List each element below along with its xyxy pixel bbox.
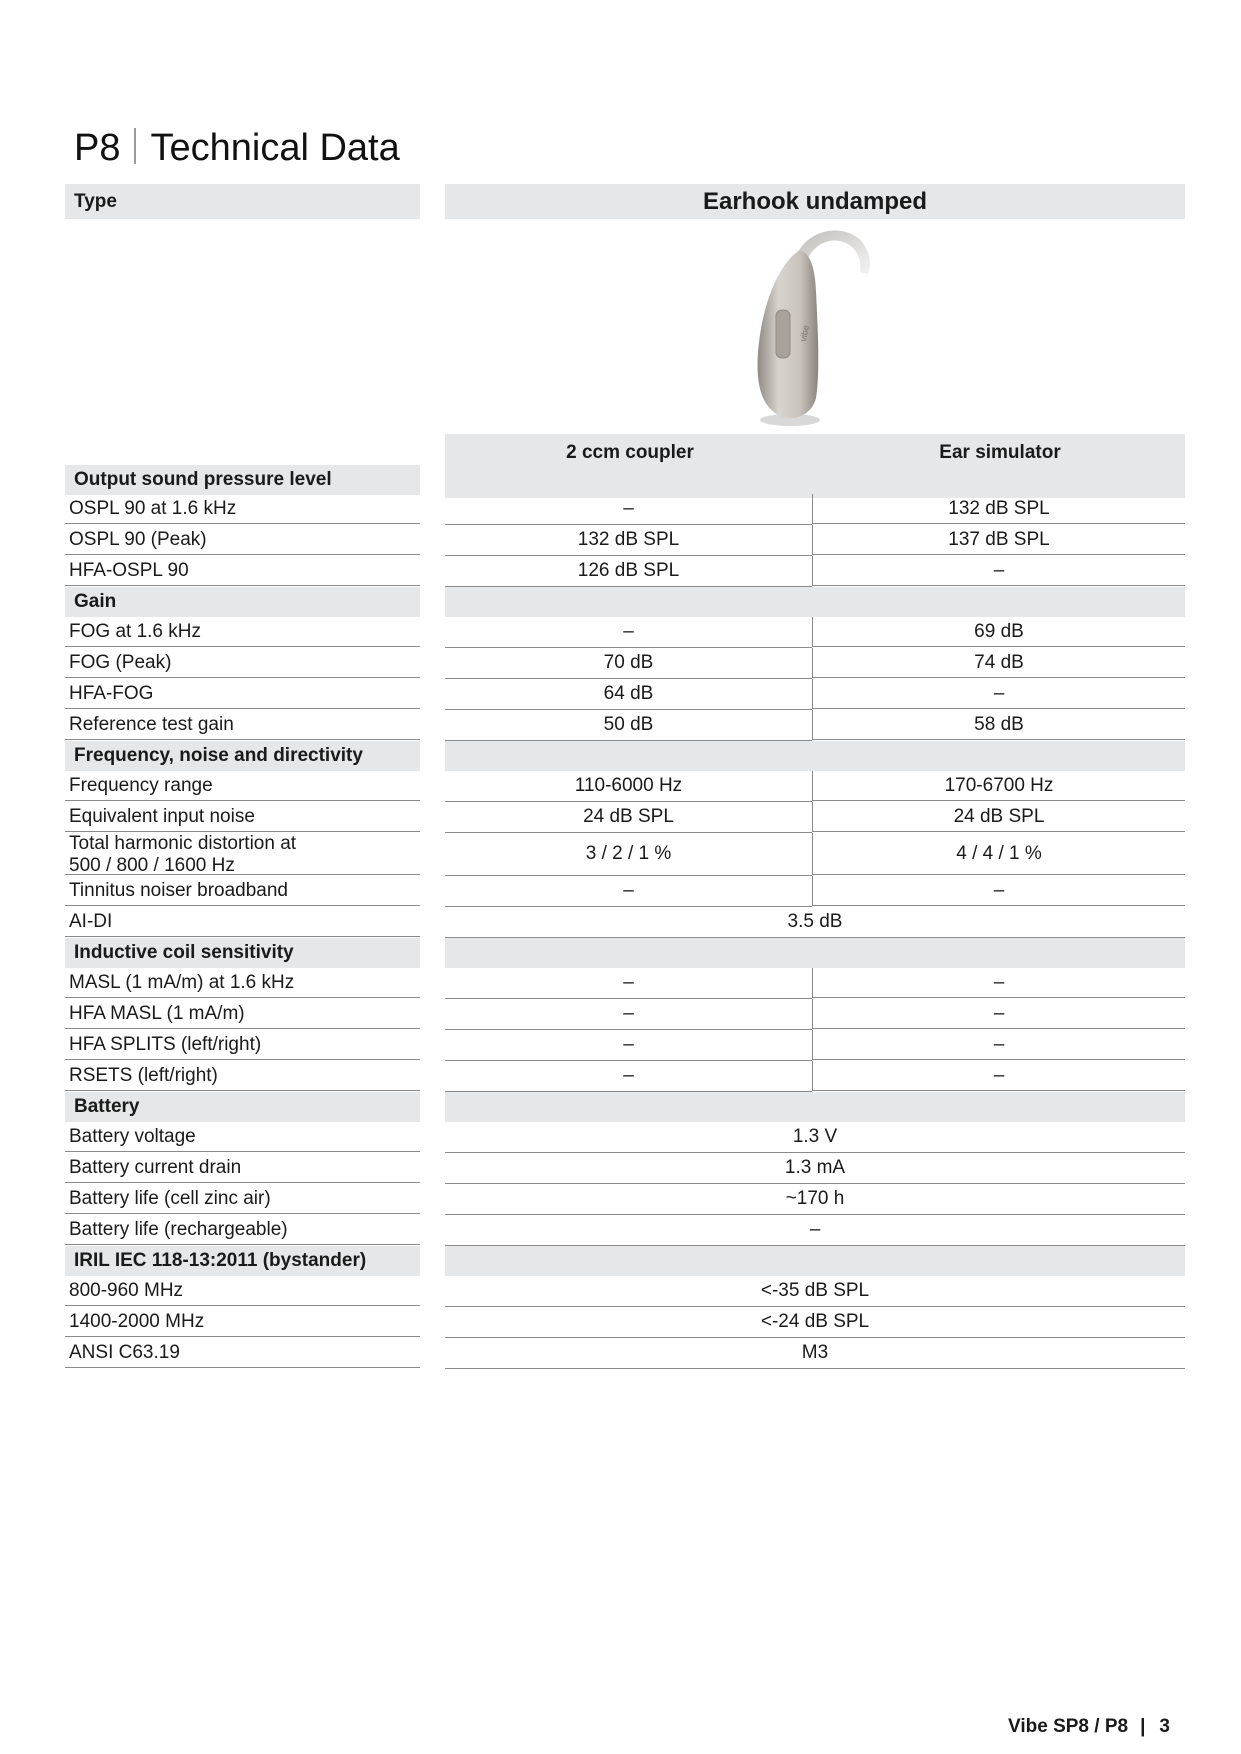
- column-header-band: [445, 434, 1185, 498]
- row-label: Frequency range: [65, 771, 420, 801]
- coupler-value: 110-6000 Hz: [445, 771, 812, 802]
- ear-simulator-value: –: [812, 1030, 1185, 1060]
- table-row: [0, 876, 1241, 907]
- page-title-section: Technical Data: [150, 127, 400, 169]
- page-number: 3: [1159, 1716, 1170, 1737]
- coupler-value: –: [445, 968, 812, 999]
- section-label: Output sound pressure level: [65, 465, 420, 495]
- row-label: FOG at 1.6 kHz: [65, 617, 420, 647]
- table-row: [0, 771, 1241, 802]
- row-label: 1400-2000 MHz: [65, 1307, 420, 1337]
- section-label: Battery: [65, 1092, 420, 1122]
- row-label: Equivalent input noise: [65, 802, 420, 832]
- row-label: HFA SPLITS (left/right): [65, 1030, 420, 1060]
- page-footer: [1008, 1716, 1170, 1738]
- column-header-ear-simulator: Ear simulator: [939, 442, 1061, 463]
- page-title-model: P8: [74, 127, 121, 169]
- row-label: Battery life (rechargeable): [65, 1215, 420, 1245]
- type-title-cell: [445, 184, 1185, 219]
- ear-simulator-value: 170-6700 Hz: [812, 771, 1185, 801]
- coupler-value: –: [445, 1061, 812, 1092]
- row-label-line2: 500 / 800 / 1600 Hz: [69, 855, 235, 876]
- merged-value: –: [445, 1215, 1185, 1246]
- table-row: [0, 968, 1241, 999]
- ear-simulator-value: 58 dB: [812, 710, 1185, 740]
- row-label: 800-960 MHz: [65, 1276, 420, 1306]
- row-label: OSPL 90 at 1.6 kHz: [65, 494, 420, 524]
- table-row: [0, 1215, 1241, 1246]
- merged-value: 1.3 V: [445, 1122, 1185, 1153]
- section-band: [445, 938, 1185, 968]
- section-band: [445, 587, 1185, 617]
- merged-value: 1.3 mA: [445, 1153, 1185, 1184]
- table-row: [0, 1184, 1241, 1215]
- row-label: Reference test gain: [65, 710, 420, 740]
- table-row: [0, 802, 1241, 833]
- coupler-value: –: [445, 876, 812, 907]
- title-divider: [134, 128, 136, 164]
- merged-value: <-24 dB SPL: [445, 1307, 1185, 1338]
- hearing-aid-device-icon: [740, 222, 900, 432]
- coupler-value: 24 dB SPL: [445, 802, 812, 833]
- table-row: [0, 617, 1241, 648]
- footer-separator: |: [1140, 1716, 1146, 1737]
- row-label: HFA-OSPL 90: [65, 556, 420, 586]
- table-row: [0, 525, 1241, 556]
- ear-simulator-value: –: [812, 876, 1185, 906]
- table-row: [0, 1276, 1241, 1307]
- table-row: [0, 679, 1241, 710]
- type-label-cell: [65, 184, 420, 219]
- row-label: Battery current drain: [65, 1153, 420, 1183]
- coupler-value: 50 dB: [445, 710, 812, 741]
- coupler-value: –: [445, 1030, 812, 1061]
- section-label: IRIL IEC 118-13:2011 (bystander): [65, 1246, 420, 1276]
- section-label: Inductive coil sensitivity: [65, 938, 420, 968]
- row-label: AI-DI: [65, 907, 420, 937]
- table-row: [0, 710, 1241, 741]
- brand-mark: vibe: [798, 324, 811, 343]
- row-label: HFA MASL (1 mA/m): [65, 999, 420, 1029]
- row-label: HFA-FOG: [65, 679, 420, 709]
- coupler-value: 126 dB SPL: [445, 556, 812, 587]
- row-label: [65, 833, 420, 875]
- table-row: [0, 1122, 1241, 1153]
- coupler-value: –: [445, 999, 812, 1030]
- ear-simulator-value: 132 dB SPL: [812, 494, 1185, 524]
- coupler-value: –: [445, 617, 812, 648]
- merged-value: <-35 dB SPL: [445, 1276, 1185, 1307]
- row-label: RSETS (left/right): [65, 1061, 420, 1091]
- row-label: OSPL 90 (Peak): [65, 525, 420, 555]
- section-label: Frequency, noise and directivity: [65, 741, 420, 771]
- page-title: [74, 118, 400, 178]
- type-title: Earhook undamped: [702, 188, 928, 215]
- footer-product: Vibe SP8 / P8: [1008, 1716, 1129, 1737]
- ear-simulator-value: –: [812, 968, 1185, 998]
- table-row: [0, 1061, 1241, 1092]
- row-label: FOG (Peak): [65, 648, 420, 678]
- ear-simulator-value: –: [812, 679, 1185, 709]
- section-band: [445, 1092, 1185, 1122]
- table-row: [0, 833, 1241, 876]
- table-row: [0, 1153, 1241, 1184]
- coupler-value: –: [445, 494, 812, 525]
- section-label: Gain: [65, 587, 420, 617]
- ear-simulator-value: –: [812, 1061, 1185, 1091]
- table-row: [0, 648, 1241, 679]
- coupler-value: 132 dB SPL: [445, 525, 812, 556]
- merged-value: 3.5 dB: [445, 907, 1185, 938]
- table-row: [0, 1338, 1241, 1369]
- ear-simulator-value: 74 dB: [812, 648, 1185, 678]
- ear-simulator-value: 137 dB SPL: [812, 525, 1185, 555]
- section-band: [445, 1246, 1185, 1276]
- coupler-value: 3 / 2 / 1 %: [445, 833, 812, 876]
- coupler-value: 70 dB: [445, 648, 812, 679]
- row-label: Battery voltage: [65, 1122, 420, 1152]
- ear-simulator-value: –: [812, 556, 1185, 586]
- ear-simulator-value: 24 dB SPL: [812, 802, 1185, 832]
- merged-value: M3: [445, 1338, 1185, 1369]
- section-band: [445, 741, 1185, 771]
- ear-simulator-value: –: [812, 999, 1185, 1029]
- row-label: Tinnitus noiser broadband: [65, 876, 420, 906]
- ear-simulator-value: 69 dB: [812, 617, 1185, 647]
- type-label: Type: [74, 191, 117, 212]
- table-row: [0, 1030, 1241, 1061]
- ear-simulator-value: 4 / 4 / 1 %: [812, 833, 1185, 875]
- table-row: [0, 556, 1241, 587]
- merged-value: ~170 h: [445, 1184, 1185, 1215]
- row-label: MASL (1 mA/m) at 1.6 kHz: [65, 968, 420, 998]
- table-row: [0, 1307, 1241, 1338]
- table-row: [0, 494, 1241, 525]
- column-header-coupler: 2 ccm coupler: [566, 442, 694, 463]
- table-row: [0, 999, 1241, 1030]
- row-label: ANSI C63.19: [65, 1338, 420, 1368]
- row-label: Battery life (cell zinc air): [65, 1184, 420, 1214]
- row-label-line1: Total harmonic distortion at: [69, 833, 297, 854]
- table-row: [0, 907, 1241, 938]
- coupler-value: 64 dB: [445, 679, 812, 710]
